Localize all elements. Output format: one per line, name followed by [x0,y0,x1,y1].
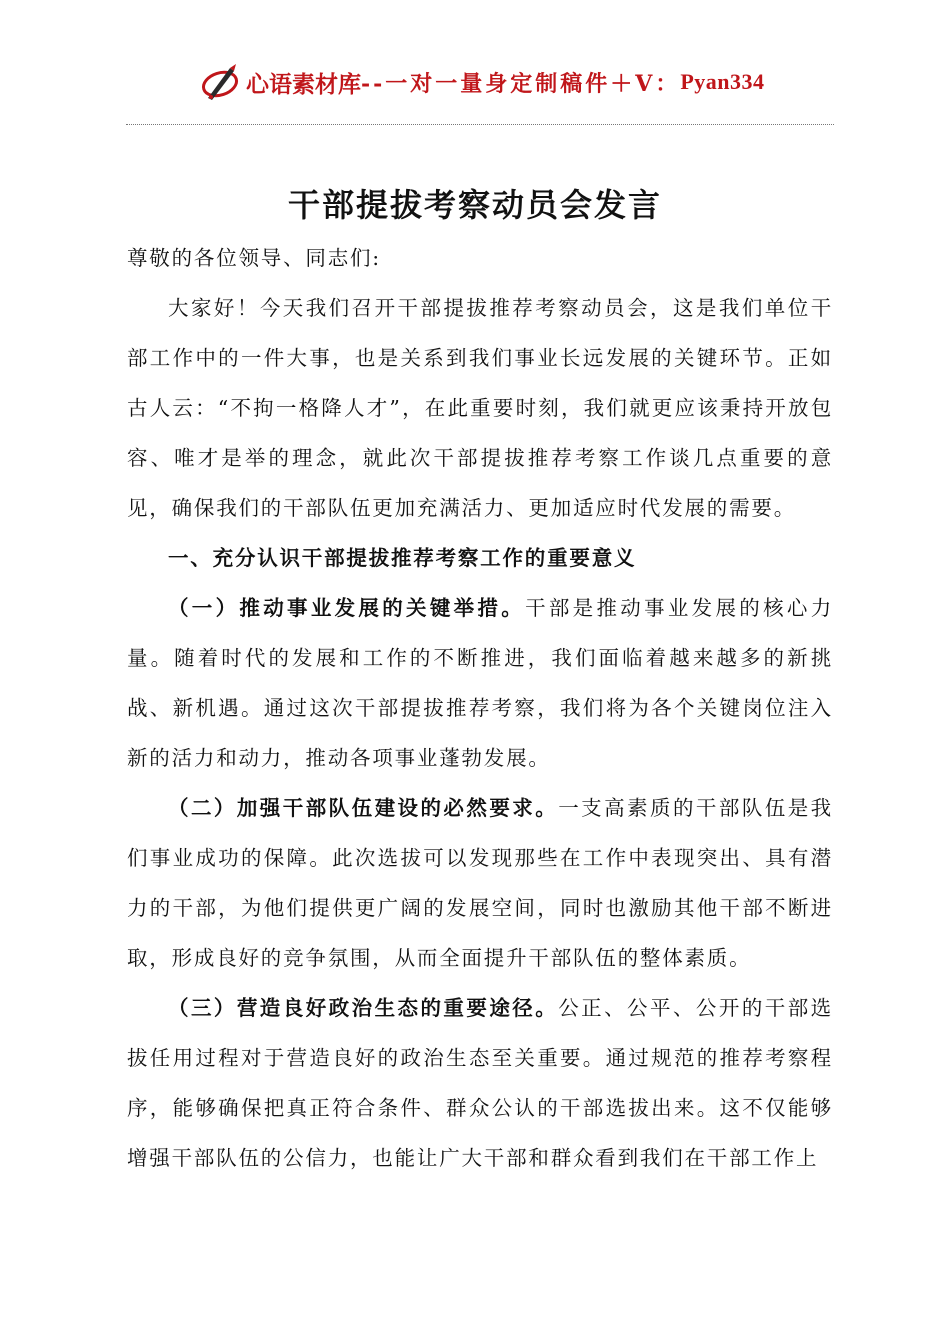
item-text: 干部是推动事业发展的核心力量。随着时代的发展和工作的不断推进，我们面临着越来越多的新挑战、新机遇。通过这次干部提拔推荐考察，我们将为各个关键岗位注入新的活力和动力，推动各项事业蓬勃发展。 [127,596,834,770]
item-text: 一支高素质的干部队伍是我们事业成功的保障。此次选拔可以发现那些在工作中表现突出、具有潜力的干部，为他们提供更广阔的发展空间，同时也激励其他干部不断进取，形成良好的竞争氛围，从而全面提升干部队伍的整体素质。 [127,796,833,970]
section-heading: 一、充分认识干部提拔推荐考察工作的重要意义 [168,546,637,570]
header-divider [126,124,834,125]
list-item [127,983,833,1183]
brand-name: 心语素材库 [246,71,361,98]
contact-id: Pyan334 [680,69,765,94]
document-body [127,233,833,1183]
list-item [127,783,833,983]
writing-pen-logo-icon [200,62,244,102]
page-header [200,62,765,102]
item-text: 公正、公平、公开的干部选拔任用过程对于营造良好的政治生态至关重要。通过规范的推荐考察程序，能够确保把真正符合条件、群众公认的干部选拔出来。这不仅能够增强干部队伍的公信力，也能让广大干部和群众看到我们在干部工作上 [127,996,833,1170]
intro-paragraph: 大家好！今天我们召开干部提拔推荐考察动员会，这是我们单位干部工作中的一件大事，也是关系到我们事业长远发展的关键环节。正如古人云：“不拘一格降人才”，在此重要时刻，我们就更应该秉持开放包容、唯才是举的理念，就此次干部提拔推荐考察工作谈几点重要的意见，确保我们的干部队伍更加充满活力、更加适应时代发展的需要。 [127,296,833,520]
salutation: 尊敬的各位领导、同志们: [127,246,382,270]
document-title: 干部提拔考察动员会发言 [287,186,662,224]
item-lead: （二）加强干部队伍建设的必然要求。 [168,796,559,820]
item-lead: （三）营造良好政治生态的重要途径。 [168,996,559,1020]
item-lead: （一）推动事业发展的关键举措。 [168,596,526,620]
list-item [127,583,833,783]
header-slogan: --一对一量身定制稿件＋V： [361,70,681,97]
